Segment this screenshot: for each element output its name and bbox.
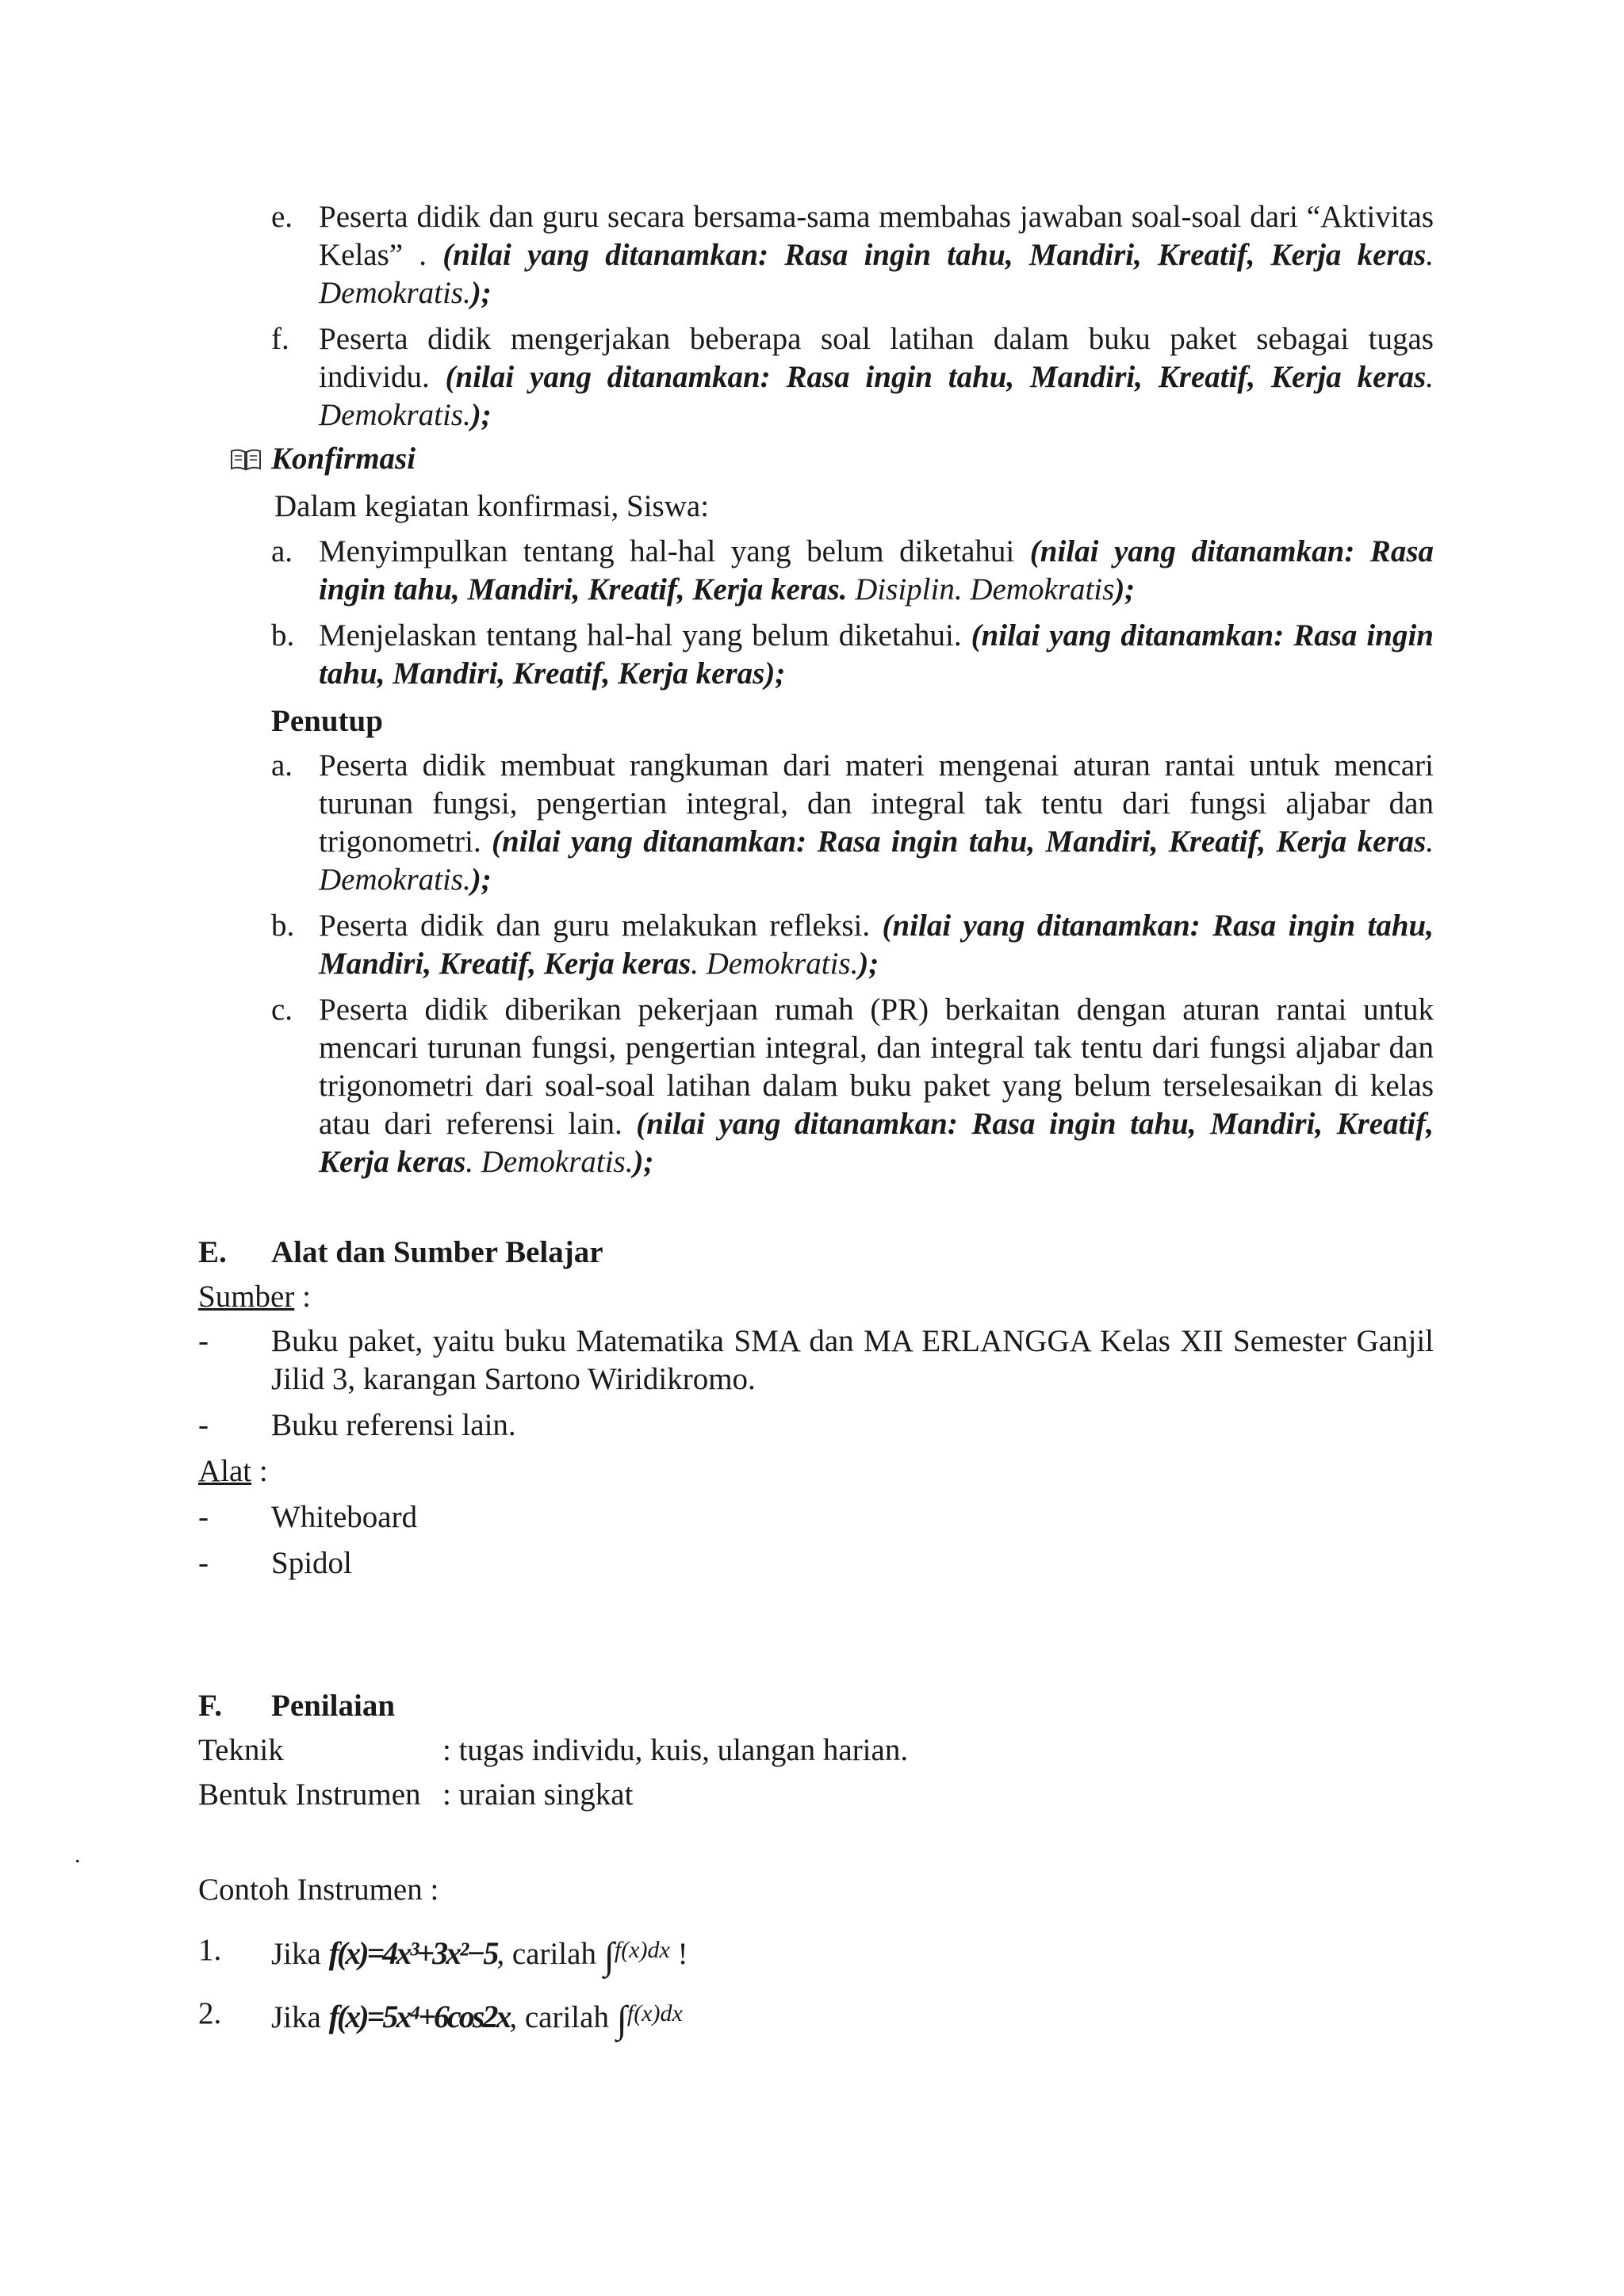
teknik-row [198,1732,1435,1770]
item-text: Spidol [271,1546,352,1580]
item-text: Peserta didik membuat rangkuman dari materi mengenai aturan rantai untuk mencari turunan fungsi, pengertian integral, dan integral tak tentu dari fungsi aljabar dan trigonometri. (nilai yang ditanamkan: Rasa ingin tahu, Mandiri, Kreatif, Kerja keras. Demokratis.); [319,748,1434,897]
integral-sign: ∫ [603,1935,615,1977]
contoh-instrumen-title: Contoh Instrumen : [198,1873,439,1907]
konfirmasi-intro: Dalam kegiatan konfirmasi, Siswa: [274,489,710,523]
bentuk-label: Bentuk Instrumen [198,1777,421,1812]
formula: f(x)=4x³+3x²−5 [328,1935,497,1971]
penutup-title: Penutup [271,704,383,738]
konfirmasi-title: Konfirmasi [271,442,416,476]
list-item [271,320,1434,434]
list-item [198,1406,1435,1445]
item-text: Whiteboard [271,1500,418,1534]
section-marker: F. [198,1689,222,1723]
question-list [198,1931,1435,2039]
sumber-label: Sumber [198,1280,295,1314]
list-item [271,991,1434,1181]
konfirmasi-list [271,533,1434,693]
section-title: Alat dan Sumber Belajar [271,1235,603,1269]
integrand: f(x)dx [626,2000,683,2026]
item-text: Peserta didik dan guru secara bersama-sama membahas jawaban soal-soal dari “Aktivitas Kelas” . (nilai yang ditanamkan: Rasa ingin tahu, Mandiri, Kreatif, Kerja keras. Demokratis.); [319,200,1434,310]
item-marker: f. [271,322,289,356]
teknik-value: : tugas individu, kuis, ulangan harian. [442,1733,909,1767]
item-marker: c. [271,993,293,1027]
question-text: Jika f(x)=4x³+3x²−5, carilah ∫$^{f(x)dx}$ ! [271,1935,688,1977]
alat-label-row: Alat : [198,1454,268,1488]
integrand: f(x)dx [614,1937,670,1963]
question-text: Jika f(x)=5x⁴+6cos2x, carilah ∫$^{f(x)dx}$ [271,1999,683,2041]
question-number: 1. [198,1933,222,1967]
question-item [198,1931,1435,1976]
dash-marker: - [198,1500,209,1534]
list-item [198,1498,1435,1536]
alat-label: Alat [198,1454,252,1488]
section-marker: E. [198,1235,227,1269]
section-f [198,1687,1435,1814]
item-text: Buku paket, yaitu buku Matematika SMA dan MA ERLANGGA Kelas XII Semester Ganjil Jilid 3, karangan Sartono Wiridikromo. [271,1324,1434,1396]
teknik-label: Teknik [198,1733,284,1767]
section-e-heading [198,1234,1435,1272]
item-marker: b. [271,909,295,943]
list-item [271,617,1434,693]
question-item [198,1995,1435,2039]
item-marker: b. [271,618,295,652]
dash-marker: - [198,1408,209,1442]
bentuk-value: : uraian singkat [442,1777,634,1812]
section-f-heading [198,1687,1435,1725]
section-title: Penilaian [271,1689,396,1723]
item-text: Peserta didik dan guru melakukan refleksi. (nilai yang ditanamkan: Rasa ingin tahu, Mandiri, Kreatif, Kerja keras. Demokratis.); [319,909,1434,981]
dash-marker: - [198,1546,209,1580]
item-text: Buku referensi lain. [271,1408,516,1442]
item-marker: a. [271,534,293,568]
item-text: Peserta didik mengerjakan beberapa soal latihan dalam buku paket sebagai tugas individu. (nilai yang ditanamkan: Rasa ingin tahu, Mandiri, Kreatif, Kerja keras. Demokratis.); [319,322,1434,432]
sumber-label-row: Sumber : [198,1280,311,1314]
item-marker: e. [271,200,293,234]
integral-sign: ∫ [616,1999,627,2041]
kegiatan-list-top [271,198,1434,434]
question-number: 2. [198,1996,222,2030]
bentuk-row [198,1776,1435,1814]
konfirmasi-section [230,440,1435,478]
item-marker: a. [271,748,293,783]
list-item [271,747,1434,899]
penutup-list [271,747,1434,1181]
dash-marker: - [198,1324,209,1358]
section-e [198,1234,1435,1582]
item-text: Menyimpulkan tentang hal-hal yang belum diketahui (nilai yang ditanamkan: Rasa ingin tahu, Mandiri, Kreatif, Kerja keras. Disiplin. Demokratis); [319,534,1434,607]
list-item [271,907,1434,983]
list-item [198,1322,1435,1399]
formula: f(x)=5x⁴+6cos2x [328,1999,510,2034]
list-item [271,533,1434,609]
list-item [198,1544,1435,1582]
item-text: Menjelaskan tentang hal-hal yang belum diketahui. (nilai yang ditanamkan: Rasa ingin tahu, Mandiri, Kreatif, Kerja keras); [319,618,1434,691]
list-item [271,198,1434,312]
konfirmasi-heading [230,440,1435,478]
item-text: Peserta didik diberikan pekerjaan rumah (PR) berkaitan dengan aturan rantai untuk mencari turunan fungsi, pengertian integral, dan integral tak tentu dari fungsi aljabar dan trigonometri dari soal-soal latihan dalam buku paket yang belum terselesaikan di kelas atau dari referensi lain. (nilai yang ditanamkan: Rasa ingin tahu, Mandiri, Kreatif, Kerja keras. Demokratis.); [319,993,1434,1179]
stray-dot: . [75,1842,81,1868]
open-book-icon [230,443,262,467]
